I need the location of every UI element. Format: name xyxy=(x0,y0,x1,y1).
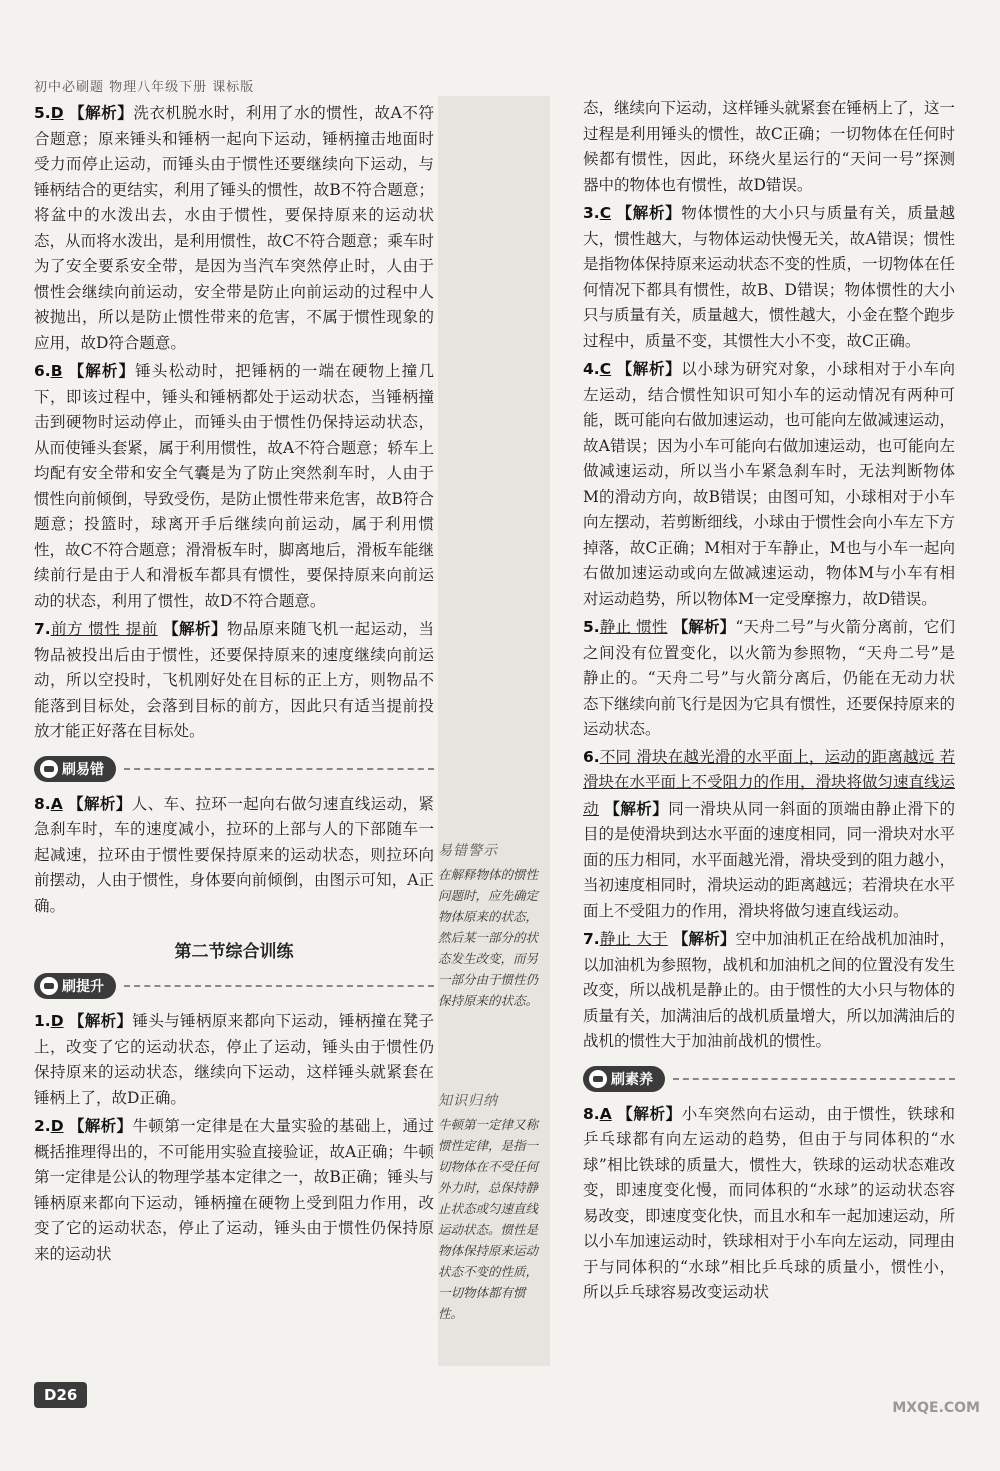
analysis-text: “天舟二号”与火箭分离前，它们之间没有位置变化，以火箭为参照物，“天舟二号”是静止的。“天舟二号”与火箭分离后，仍能在无动力状态下继续向前飞行是因为它具有惯性，还要保持原来的运动状态。 xyxy=(583,618,956,738)
page-header: 初中必刷题 物理八年级下册 课标版 xyxy=(34,80,255,95)
section-label: 刷素养 xyxy=(611,1071,653,1088)
answer-item xyxy=(34,616,434,745)
analysis-text: 牛顿第一定律是在大量实验的基础上，通过概括推理得出的，不可能用实验直接验证，故A正确；牛顿第一定律是公认的物理学基本定律之一，故B正确；锤头与锤柄原来都向下运动，锤柄撞在硬物上受到阻力作用，改变了它的运动状态，停止了运动，锤头由于惯性仍保持原来的运动状 xyxy=(34,1117,434,1263)
answer-key: 不同 滑块在越光滑的水平面上，运动的距离越远 若滑块在水平面上不受阻力的作用，滑块将做匀速直线运动 xyxy=(583,747,956,818)
analysis-text: 小车突然向右运动，由于惯性，铁球和乒乓球都有向左运动的趋势，但由于与同体积的“水球”相比铁球的质量大，惯性大，铁球的运动状态难改变，即速度变化慢，而同体积的“水球”的运动状态容易改变，即速度变化快，而且水和车一起加速运动，所以小车加速运动时，铁球相对于小车向左运动，同理由于与同体积的“水球”相比乒乓球的质量小，惯性小，所以乒乓球容易改变运动状 xyxy=(583,1104,956,1301)
item-number: 8. xyxy=(34,794,51,813)
answer-item xyxy=(34,1113,434,1267)
analysis-tag: 【解析】 xyxy=(616,359,682,378)
answer-key: B xyxy=(50,362,63,380)
answer-item xyxy=(34,100,434,356)
analysis-tag: 【解析】 xyxy=(617,1103,682,1123)
answer-key: 静止 大于 xyxy=(599,930,668,948)
answer-item xyxy=(583,745,955,925)
analysis-text: 空中加油机正在给战机加油时，以加油机为参照物，战机和加油机之间的位置没有发生改变，所以战机是静止的。由于惯性的大小只与物体的质量有关，加满油后的战机质量增大，所以加满油后的战机的惯性大于加油前战机的惯性。 xyxy=(583,930,956,1050)
analysis-text: 物体惯性的大小只与质量有关，质量越大，惯性越大，与物体运动快慢无关，故A错误；惯性是指物体保持原来运动状态不变的性质，一切物体在任何情况下都具有惯性，故B、D错误；物体惯性的大小只与质量有关，质量越大，惯性越大，小金在整个跑步过程中，质量不变，其惯性大小不变，故C正确。 xyxy=(583,204,956,350)
section-label: 刷提升 xyxy=(62,979,104,995)
answer-key: C xyxy=(599,204,612,222)
item-number: 4. xyxy=(583,360,600,378)
item-number: 7. xyxy=(34,620,51,638)
analysis-tag: 【解析】 xyxy=(68,1116,133,1135)
brush-icon xyxy=(40,760,58,778)
analysis-tag: 【解析】 xyxy=(604,798,669,818)
item-number: 6. xyxy=(583,747,600,766)
answer-item xyxy=(34,1008,434,1111)
tip-box-mistakes xyxy=(438,840,550,1011)
answer-key: 静止 惯性 xyxy=(599,618,668,636)
section-divider xyxy=(124,768,434,770)
answer-key: A xyxy=(599,1104,612,1123)
tip-heading: 知识归纳 xyxy=(438,1093,498,1109)
answer-key: D xyxy=(50,1117,64,1135)
tip-heading: 易错警示 xyxy=(438,843,498,859)
answer-item xyxy=(583,926,955,1055)
section-title: 第二节综合训练 xyxy=(174,942,294,962)
item-number: 3. xyxy=(583,204,600,222)
analysis-tag: 【解析】 xyxy=(616,203,682,222)
analysis-text: 人、车、拉环一起向右做匀速直线运动，紧急刹车时，车的速度减小，拉环的上部与人的下部随车一起减速，拉环由于惯性要保持原来的运动状态，则拉环向前摆动，人由于惯性，身体要向前倾倒，由图示可知，A正确。 xyxy=(34,794,434,915)
analysis-text: 物品原来随飞机一起运动，当物品被投出后由于惯性，还要保持原来的速度继续向前运动，所以空投时，飞机刚好处在目标的正上方，则物品不能落到目标处，会落到目标的前方，因此只有适当提前投放才能正好落在目标处。 xyxy=(34,620,434,740)
analysis-text: 以小球为研究对象，小球相对于小车向左运动，结合惯性知识可知小车的运动情况有两种可能，既可能向右做加速运动，也可能向左做减速运动，故A错误；因为小车可能向右做加速运动，也可能向左做减速运动，所以当小车紧急刹车时，无法判断物体M的滑动方向，故B错误；由图可知，小球相对于小车向左摆动，若剪断细线，小球由于惯性会向小车左下方掉落，故C正确；M相对于车静止，M也与小车一起向右做加速运动或向左做减速运动，物体M与小车有相对运动趋势，所以物体M一定受摩擦力，故D错误。 xyxy=(583,360,956,608)
item-number: 6. xyxy=(34,362,51,380)
section-header xyxy=(34,972,434,1000)
tip-box-knowledge xyxy=(438,1090,550,1324)
item-number: 1. xyxy=(34,1012,51,1030)
answer-item xyxy=(583,1101,955,1306)
section-divider xyxy=(673,1078,955,1080)
answer-item xyxy=(583,356,955,612)
answer-key: 前方 惯性 提前 xyxy=(50,620,158,638)
analysis-tag: 【解析】 xyxy=(68,793,132,813)
analysis-text: 锤头与锤柄原来都向下运动，锤柄撞在凳子上，改变了它的运动状态，停止了运动，锤头由于惯性仍保持原来的运动状态，继续向下运动，这样锤头就紧套在锤柄上了，故D正确。 xyxy=(34,1012,434,1107)
section-badge xyxy=(34,756,116,782)
analysis-tag: 【解析】 xyxy=(68,1011,133,1030)
section-divider xyxy=(124,985,434,987)
section-badge xyxy=(583,1066,665,1092)
item-number: 7. xyxy=(583,930,600,948)
page-number: D26 xyxy=(34,1382,87,1408)
item-number: 5. xyxy=(34,104,51,122)
item-number: 5. xyxy=(583,618,600,636)
right-column xyxy=(583,96,955,1308)
answer-key: D xyxy=(50,1012,64,1030)
brush-icon xyxy=(40,977,58,995)
tip-body: 牛顿第一定律又称惯性定律，是指一切物体在不受任何外力时，总保持静止状态或匀速直线运动状态。惯性是物体保持原来运动状态不变的性质，一切物体都有惯性。 xyxy=(438,1117,539,1321)
item-number: 8. xyxy=(583,1104,600,1123)
watermark: MXQE.COM xyxy=(892,1400,980,1416)
analysis-tag: 【解析】 xyxy=(672,617,736,636)
answer-key: D xyxy=(50,104,64,122)
analysis-text: 洗衣机脱水时，利用了水的惯性，故A不符合题意；原来锤头和锤柄一起向下运动，锤柄撞击地面时受力而停止运动，而锤头由于惯性还要继续向下运动，与锤柄结合的更结实，利用了锤头的惯性，故B不符合题意；将盆中的水泼出去，水由于惯性，要保持原来的运动状态，从而将水泼出，是利用惯性，故C不符合题意；乘车时为了安全要系安全带，是因为当汽车突然停止时，人由于惯性会继续向前运动，安全带是防止向前运动的过程中人被抛出，所以是防止惯性带来的危害，不属于惯性现象的应用，故D符合题意。 xyxy=(34,104,434,352)
item-number: 2. xyxy=(34,1117,51,1135)
analysis-tag: 【解析】 xyxy=(163,619,227,638)
brush-icon xyxy=(589,1070,607,1088)
answer-continuation: 态，继续向下运动，这样锤头就紧套在锤柄上了，这一过程是利用锤头的惯性，故C正确；一切物体在任何时候都有惯性，因此，环绕火星运行的“天问一号”探测器中的物体也有惯性，故D错误。 xyxy=(583,99,956,194)
analysis-tag: 【解析】 xyxy=(68,361,136,380)
section-header xyxy=(34,755,434,783)
section-badge xyxy=(34,973,116,999)
left-column xyxy=(34,100,434,1269)
answer-item xyxy=(34,791,434,920)
analysis-text: 锤头松动时，把锤柄的一端在硬物上撞几下，即该过程中，锤头和锤柄都处于运动状态，当锤柄撞击到硬物时运动停止，而锤头由于惯性仍保持运动状态，从而使锤头套紧，属于利用惯性，故A不符合题意；轿车上均配有安全带和安全气囊是为了防止突然刹车时，人由于惯性向前倾倒，导致受伤，是防止惯性带来危害，故B符合题意；投篮时，球离开手后继续向前运动，属于利用惯性，故C不符合题意；滑滑板车时，脚离地后，滑板车能继续前行是由于人和滑板车都具有惯性，要保持原来向前运动的状态，利用了惯性，故D不符合题意。 xyxy=(34,362,434,610)
analysis-text: 同一滑块从同一斜面的顶端由静止滑下的目的是使滑块到达水平面的速度相同，同一滑块对水平面的压力相同，水平面越光滑，滑块受到的阻力越小，当初速度相同时，滑块运动的距离越远；若滑块在水平面上不受阻力的作用，滑块将做匀速直线运动。 xyxy=(583,799,956,920)
answer-key: A xyxy=(50,794,63,813)
section-header xyxy=(583,1065,955,1093)
tip-body: 在解释物体的惯性问题时，应先确定物体原来的状态，然后某一部分的状态发生改变，而另一部分由于惯性仍保持原来的状态。 xyxy=(438,867,539,1008)
analysis-tag: 【解析】 xyxy=(69,103,134,122)
answer-item xyxy=(34,358,434,614)
answer-item xyxy=(583,200,955,354)
analysis-tag: 【解析】 xyxy=(672,929,736,948)
answer-item xyxy=(583,614,955,743)
answer-key: C xyxy=(599,360,612,378)
section-label: 刷易错 xyxy=(62,761,104,778)
